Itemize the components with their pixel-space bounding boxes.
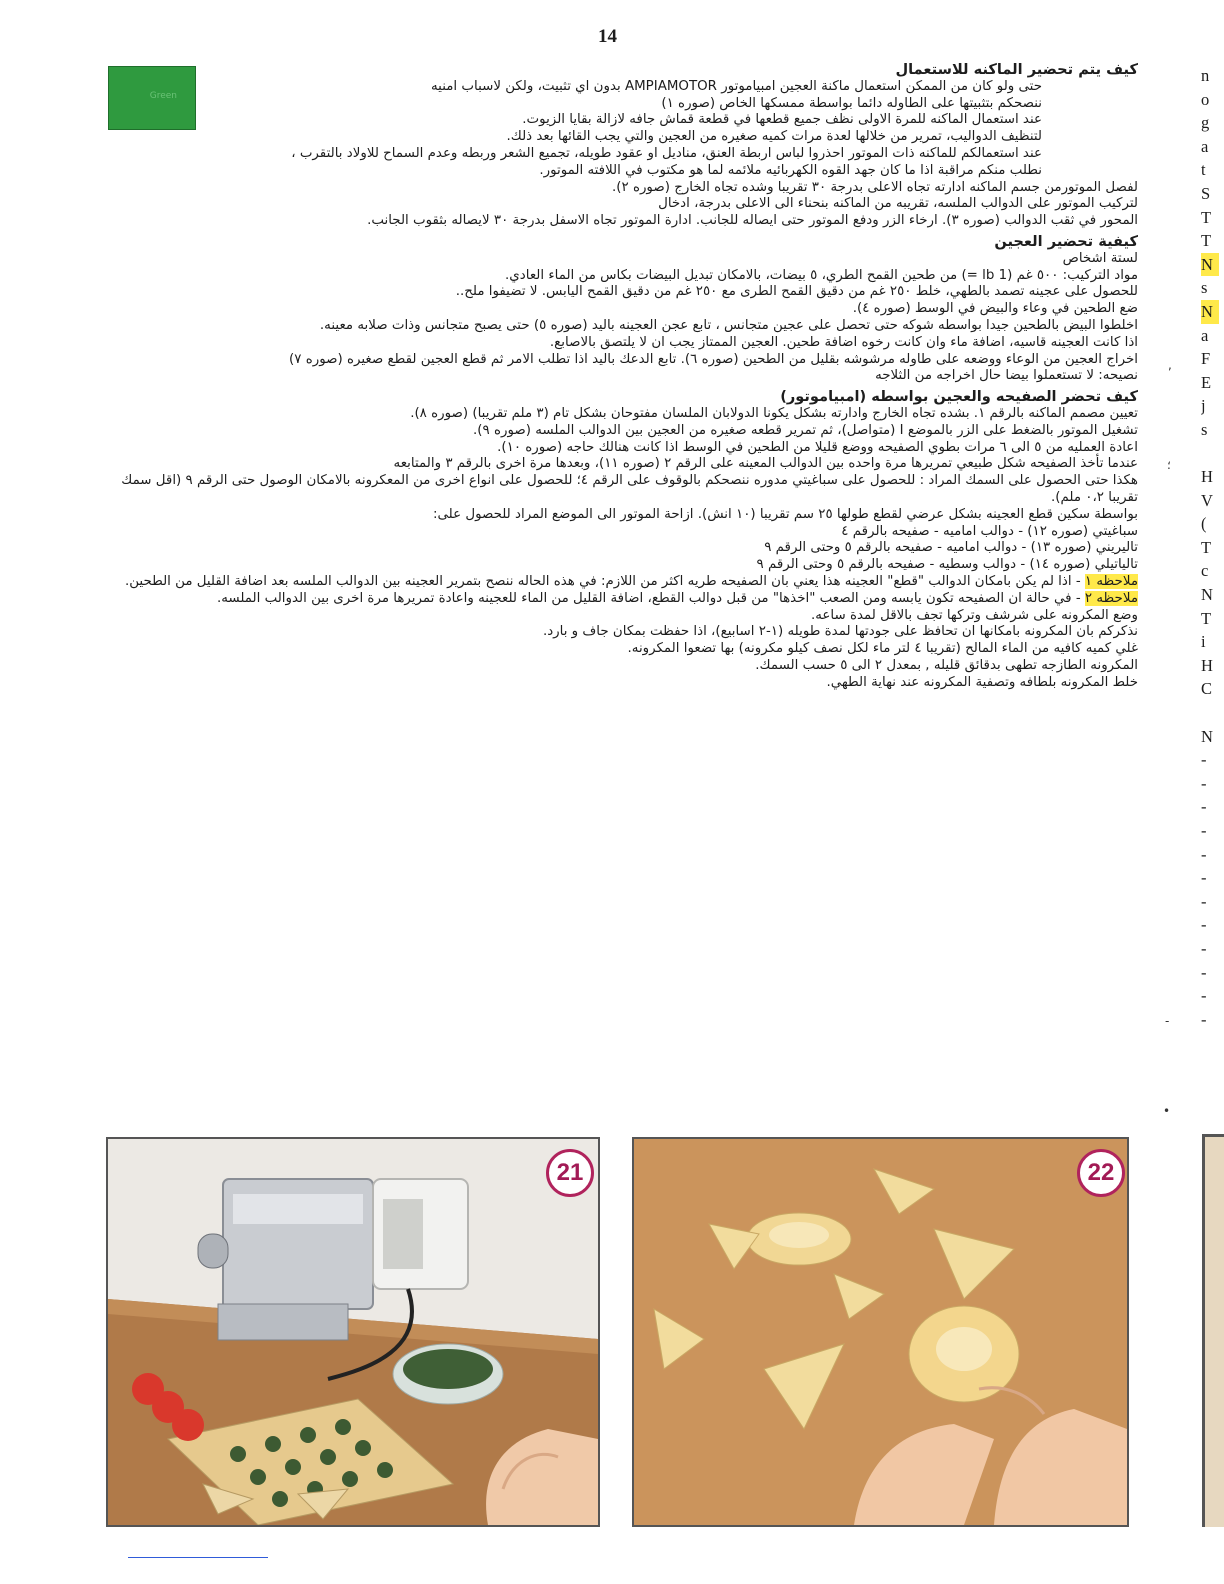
english-column-fragment: a	[1201, 325, 1209, 345]
english-column-line	[1201, 111, 1224, 135]
english-column-fragment: g	[1201, 113, 1210, 133]
english-column-fragment: -	[1201, 938, 1207, 958]
english-column-fragment: T	[1201, 608, 1212, 628]
paragraph-line: تشغيل الموتور بالضغط على الزر بالموضع I (متواصل)، ثم تمرير قطعه صغيره من العجين بين الدوالب الملسه (صوره ٩).	[473, 422, 1138, 438]
english-column-line	[1201, 394, 1224, 418]
english-column-fragment: C	[1201, 679, 1213, 699]
note-label-highlight: ملاحظه ٢	[1084, 590, 1138, 606]
paragraph-line	[104, 574, 1138, 591]
english-column-line	[1201, 890, 1224, 914]
paragraph-line: نطلب منكم مراقبة اذا ما كان جهد القوه الكهربائيه ملائمه لما هو مكتوب في اللافته الموتور.	[539, 162, 1042, 178]
paragraph-line: وضع المكرونه على شرشف وتركها تجف بالاقل لمدة ساعه.	[810, 607, 1138, 623]
english-column-line	[1201, 772, 1224, 796]
english-column-line	[1201, 300, 1224, 324]
english-column-fragment: i	[1201, 632, 1206, 652]
paragraph-line: اعادة العمليه من ٥ الى ٦ مرات بطوي الصفيحه ووضع قليلا من الطحين في الوسط اذا كانت هنالك حاجه (صوره ١٠).	[497, 439, 1138, 455]
english-column-clipped	[1201, 64, 1224, 1031]
english-column-fragment: a	[1201, 136, 1209, 156]
english-column-line	[1201, 276, 1224, 300]
english-column-line	[1201, 607, 1224, 631]
english-column-line	[1201, 465, 1224, 489]
paragraph-line: بواسطة سكين قطع العجينه بشكل عرضي لقطع طولها ٢٥ سم تقريبا (١٠ انش). ازاحة الموتور الى الموضع المراد للحصول على:	[432, 506, 1138, 522]
english-column-line	[1201, 324, 1224, 348]
english-column-line	[1201, 371, 1224, 395]
english-column-line	[1201, 701, 1224, 725]
paragraph-line: لتنظيف الدواليب، تمرير من خلالها لعدة مرات كميه صغيره من العجين والتي يجب القائها بعد ذلك.	[506, 129, 1042, 145]
bottom-rule	[128, 1557, 268, 1558]
english-column-fragment: V	[1201, 490, 1213, 510]
english-column-line	[1201, 88, 1224, 112]
paragraph-line: لستة اشخاص	[1062, 250, 1138, 266]
english-column-fragment: -	[1201, 962, 1207, 982]
note-label-highlight: ملاحظه ١	[1084, 573, 1138, 589]
english-column-line	[1201, 819, 1224, 843]
clipped-photo-edge	[1202, 1134, 1224, 1527]
english-column-line	[1201, 654, 1224, 678]
english-column-line	[1201, 182, 1224, 206]
note-text: - في حالة ان الصفيحه تكون يابسه ومن الصعب "اخذها" من قبل دوالب القطع، اضافة القليل من الماء للعجينه واعادة تمريرها مرة اخرى بين الدوالب الملسه.	[216, 590, 1085, 606]
paragraph-line: مواد التركيب: ٥٠٠ غم (lb 1 =) من طحين القمح الطري، ٥ بيضات، بالامكان تبديل البيضات بكاس من الماء العادي.	[505, 267, 1138, 283]
photo-tortellini	[632, 1137, 1129, 1527]
english-column-line	[1201, 1008, 1224, 1032]
margin-mark: •	[1163, 1104, 1171, 1118]
paragraph-line: تالياتيلي (صوره ١٤) - دوالب وسطيه - صفيحه بالرقم ٥ وحتى الرقم ٩	[756, 557, 1138, 573]
paragraph-line: لفصل الموتورمن جسم الماكنه ادارته تجاه الاعلى بدرجة ٣٠ تقريبا وشده تجاه الخارج (صوره ٢).	[612, 179, 1138, 195]
section-heading: كيفية تحضير العجين	[994, 232, 1138, 250]
english-column-line	[1201, 206, 1224, 230]
english-column-fragment: s	[1201, 419, 1208, 439]
paragraph-line: حتى ولو كان من الممكن استعمال ماكنة العجين امبياموتور AMPIAMOTOR بدون اي تثبيت، ولكن لاسباب امنيه	[430, 78, 1042, 94]
english-column-line	[1201, 536, 1224, 560]
paragraph-line: غلي كميه كافيه من الماء المالح (تقريبا ٤ لتر ماء لكل نصف كيلو مكرونه) بها تضعوا المكرونه.	[627, 641, 1138, 657]
english-column-fragment: n	[1201, 66, 1210, 85]
english-column-line	[1201, 843, 1224, 867]
english-column-fragment: -	[1201, 750, 1207, 770]
paragraph-line: لتركيب الموتور على الدوالب الملسه، تقريبه من الماكنه بنحناء الى الاعلى بدرجة، ادخال	[658, 196, 1138, 212]
paragraph-line: اخراج العجين من الوعاء ووضعه على طاوله مرشوشه بقليل من الطحين (صوره ٦). تابع الدعك باليد اذا تطلب الامر ثم قطع العجين لقطع صغيره (صوره ٧)	[289, 351, 1138, 367]
english-column-line	[1201, 559, 1224, 583]
english-column-fragment: S	[1201, 183, 1211, 203]
english-column-fragment: T	[1201, 231, 1212, 251]
english-column-fragment: -	[1201, 821, 1207, 840]
english-column-fragment: -	[1201, 1009, 1207, 1029]
photo-badge: 21	[546, 1149, 594, 1197]
paragraph-line: للحصول على عجينه تصمد بالطهي، خلط ٢٥٠ غم من دقيق القمح الطرى مع ٢٥٠ غم من دقيق القمح اليابس. لا تضيفوا ملح..	[455, 284, 1138, 300]
english-column-fragment: -	[1201, 844, 1207, 864]
paragraph-line: عندما تأخذ الصفيحه شكل طبيعي تمريرها مرة واحده بين الدوالب المعينه على الرقم ٢ (صوره ١١)، وبعدها مرة اخرى بالرقم ٣ والمتابعه	[393, 456, 1138, 472]
arabic-instructions-body	[104, 62, 1138, 691]
english-column-line	[1201, 583, 1224, 607]
english-column-line	[1201, 442, 1224, 466]
english-column-fragment: H	[1201, 655, 1213, 675]
paragraph-line: المكرونه الطازجه تطهى بدقائق قليله , بمعدل ٢ الى ٥ حسب السمك.	[755, 657, 1138, 673]
paragraph-line: المحور في ثقب الدوالب (صوره ٣). ارخاء الزر ودفع الموتور حتى ايصاله للجانب. ادارة الموتور تجاه الاسفل بدرجة ٣٠ لايصاله بثقوب الجانب.	[367, 213, 1138, 229]
english-column-line	[1201, 961, 1224, 985]
paragraph-line: نصيحه: لا تستعملوا بيضا حال اخراجه من الثلاجه	[875, 368, 1138, 384]
english-column-fragment: N	[1201, 585, 1213, 605]
photo-badge: 22	[1077, 1149, 1125, 1197]
english-column-line	[1201, 512, 1224, 536]
paragraph-line: تعيين مصمم الماكنه بالرقم ١. بشده تجاه الخارج وادارته بشكل يكونا الدولابان الملسان مفتوحان بشكل تام (٣ ملم تقريبا) (صوره ٨).	[410, 405, 1138, 421]
english-column-line	[1201, 253, 1224, 277]
photo-pasta-machine	[106, 1137, 600, 1527]
english-column-fragment: -	[1201, 891, 1207, 911]
note-text: - اذا لم يكن بامكان الدوالب "قطع" العجينه هذا يعني بان الصفيحه طريه اكثر من اللازم: في هذه الحاله ننصح بتمرير العجينه بين الدوالب الملسه بعد اضافة القليل من الطحين.	[124, 573, 1085, 589]
english-column-fragment: s	[1201, 278, 1208, 298]
english-column-fragment: -	[1201, 868, 1207, 888]
paragraph-line: ضع الطحين في وعاء والبيض في الوسط (صوره ٤).	[852, 301, 1138, 317]
section-heading: كيف تحضر الصفيحه والعجين بواسطه (امبياموتور)	[780, 388, 1138, 406]
english-column-fragment: o	[1201, 89, 1210, 109]
english-column-fragment: E	[1201, 372, 1212, 392]
margin-mark: ؛	[1167, 458, 1171, 472]
english-column-fragment: T	[1201, 537, 1212, 557]
english-column-line	[1201, 135, 1224, 159]
paragraph-line: نذكركم بان المكرونه بامكانها ان تحافظ على جودتها لمدة طويله (١-٢ اسابيع)، اذا حفظت بمكان جاف و بارد.	[542, 624, 1138, 640]
english-column-line	[1201, 866, 1224, 890]
english-column-line	[1201, 913, 1224, 937]
paragraph-line: تاليريني (صوره ١٣) - دوالب اماميه - صفيحه بالرقم ٥ وحتى الرقم ٩	[764, 540, 1138, 556]
english-column-line	[1201, 725, 1224, 749]
paragraph-line: خلط المكرونه بلطافه وتصفية المكرونه عند نهاية الطهي.	[826, 674, 1138, 690]
english-column-line	[1201, 229, 1224, 253]
paragraph-line: هكذا حتى الحصول على السمك المراد : للحصول على سباغيتي مدوره ننصحكم بالوقوف على الرقم ٤؛ للحصول على انواع اخرى من المعكرونه بالامكان الوصول حتى الرقم ٩ (اقل سمك تقريبا ٠،٢ ملم).	[121, 473, 1138, 505]
english-column-line	[1201, 347, 1224, 371]
paragraph-line: اذا كانت العجينه قاسيه، اضافة ماء وان كانت رخوه اضافة طحين. العجين الممتاز يجب ان لا يلتصق بالاصابع.	[549, 334, 1138, 350]
paragraph-line: اخلطوا البيض بالطحين جيدا بواسطه شوكه حتى تحصل على عجين متجانس ، تابع عجن العجينه باليد (صوره ٥) حتى يصبح متجانس وذات صلابه معينه.	[319, 317, 1138, 333]
paragraph-line: عند استعمال الماكنه للمرة الاولى نظف جميع قطعها في قطعة قماش جافه لازالة بقايا الزيوت.	[522, 112, 1042, 128]
section-heading: كيف يتم تحضير الماكنه للاستعمال	[895, 61, 1138, 78]
english-column-line	[1201, 748, 1224, 772]
english-column-fragment: -	[1201, 797, 1207, 817]
english-column-fragment: H	[1201, 467, 1213, 487]
english-column-line	[1201, 489, 1224, 513]
english-column-fragment: j	[1201, 396, 1206, 416]
english-column-fragment: T	[1201, 207, 1212, 227]
english-column-fragment: (	[1201, 514, 1207, 534]
photo-pasta-machine-illustration	[108, 1139, 598, 1525]
english-column-fragment: -	[1201, 915, 1207, 935]
green-swatch-label: Green	[149, 91, 177, 101]
english-column-line	[1201, 984, 1224, 1008]
paragraph-line	[104, 591, 1138, 608]
english-column-line	[1201, 795, 1224, 819]
english-column-fragment: -	[1201, 773, 1207, 793]
english-column-fragment: c	[1201, 561, 1209, 581]
margin-mark: -	[1165, 1014, 1170, 1028]
english-column-fragment: F	[1201, 349, 1211, 369]
english-column-line	[1201, 158, 1224, 182]
english-column-fragment: N	[1201, 726, 1213, 746]
english-column-line	[1201, 937, 1224, 961]
paragraph-line: ننصحكم بتثبيتها على الطاوله دائما بواسطة ممسكها الخاص (صوره ١)	[661, 95, 1042, 111]
english-column-line	[1201, 418, 1224, 442]
english-column-fragment: N	[1201, 300, 1219, 324]
margin-mark: ,	[1168, 358, 1172, 372]
english-column-fragment: N	[1201, 253, 1219, 277]
photo-tortellini-illustration	[634, 1139, 1127, 1525]
page-number: 14	[598, 26, 617, 47]
paragraph-line: عند استعمالكم للماكنه ذات الموتور احذروا لباس اربطة العنق، مناديل او عقود طويله، تجميع الشعر وربطه وعدم السماح للاولاد بالتقرب ،	[291, 145, 1042, 161]
english-column-line	[1201, 630, 1224, 654]
paragraph-line: سباغيتي (صوره ١٢) - دوالب اماميه - صفيحه بالرقم ٤	[841, 523, 1138, 539]
english-column-line	[1201, 677, 1224, 701]
english-column-fragment: t	[1201, 160, 1206, 180]
english-column-fragment: -	[1201, 986, 1207, 1006]
english-column-line	[1201, 64, 1224, 88]
